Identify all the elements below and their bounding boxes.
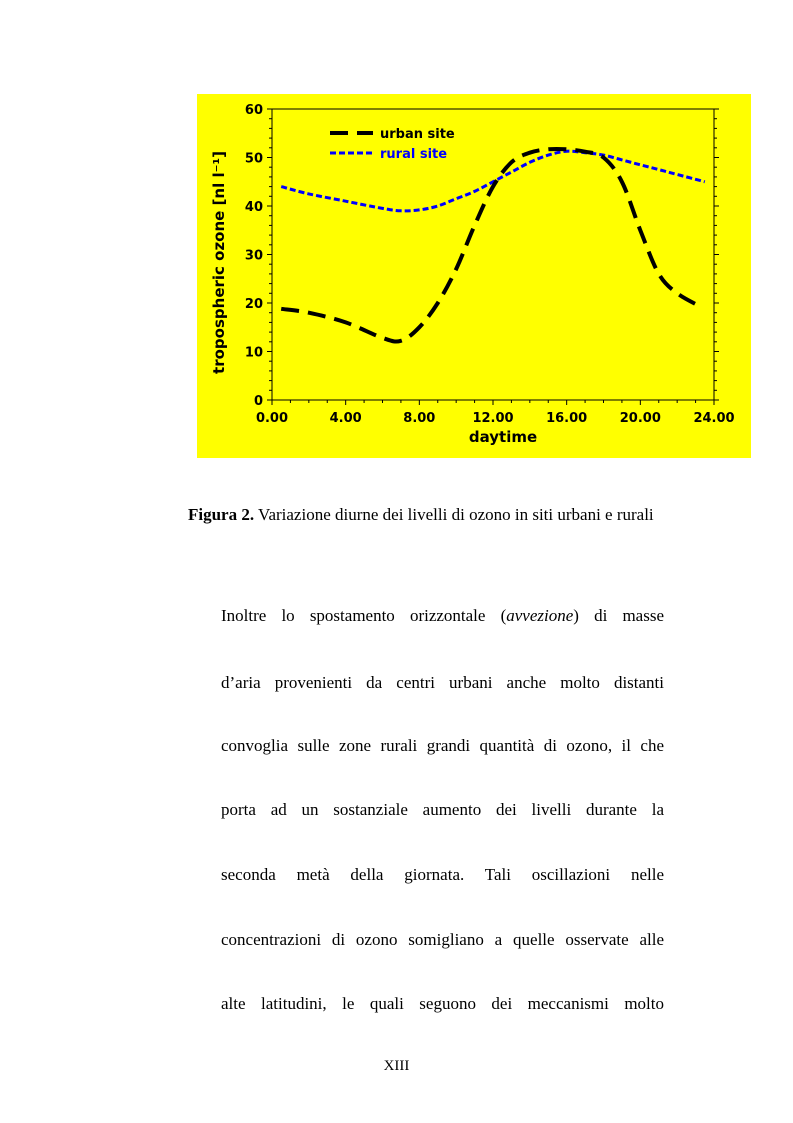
y-axis-label: tropospheric ozone [nl l⁻¹] — [210, 151, 228, 374]
ozone-chart — [197, 94, 751, 458]
paragraph-line-1-post: ) di masse — [573, 606, 665, 625]
x-tick-label: 12.00 — [472, 411, 514, 426]
ozone-chart-svg — [197, 94, 751, 458]
x-axis-label: daytime — [468, 428, 538, 446]
figure-caption-text: Variazione diurne dei livelli di ozono in siti urbani e rurali — [254, 505, 654, 524]
x-tick-label: 8.00 — [403, 411, 436, 426]
paragraph-line-1-italic: avvezione — [506, 606, 574, 625]
paragraph-line-6: concentrazioni di ozono somigliano a quelle osservate alle — [221, 930, 664, 949]
paragraph-line-7: alte latitudini, le quali seguono dei meccanismi molto — [221, 994, 664, 1013]
paragraph-line-1 — [221, 606, 664, 626]
page-number: XIII — [383, 1058, 410, 1074]
y-tick-label: 20 — [244, 297, 263, 312]
figure-caption-label: Figura 2. — [188, 505, 255, 524]
y-tick-label: 60 — [244, 103, 263, 118]
x-tick-label: 24.00 — [693, 411, 735, 426]
legend-label-urban-site: urban site — [380, 127, 455, 142]
y-tick-label: 0 — [253, 394, 263, 409]
paragraph-line-5: seconda metà della giornata. Tali oscillazioni nelle — [221, 865, 664, 884]
series-line-rural-site — [281, 151, 705, 211]
y-tick-label: 10 — [244, 345, 263, 361]
series-line-urban-site — [281, 149, 701, 342]
legend-label-rural-site: rural site — [380, 147, 448, 162]
figure-caption — [188, 505, 748, 525]
y-tick-label: 40 — [244, 200, 263, 215]
x-tick-label: 4.00 — [329, 411, 362, 426]
y-tick-label: 50 — [244, 151, 263, 167]
x-tick-label: 0.00 — [255, 411, 289, 426]
paragraph-line-3: convoglia sulle zone rurali grandi quantità di ozono, il che — [221, 736, 664, 755]
x-tick-label: 20.00 — [619, 411, 661, 426]
paragraph-line-4: porta ad un sostanziale aumento dei livelli durante la — [221, 800, 664, 819]
y-tick-label: 30 — [244, 248, 263, 264]
paragraph-line-2: d’aria provenienti da centri urbani anche molto distanti — [221, 673, 664, 692]
x-tick-label: 16.00 — [546, 411, 588, 426]
paragraph-line-1-pre: Inoltre lo spostamento orizzontale ( — [221, 606, 507, 625]
